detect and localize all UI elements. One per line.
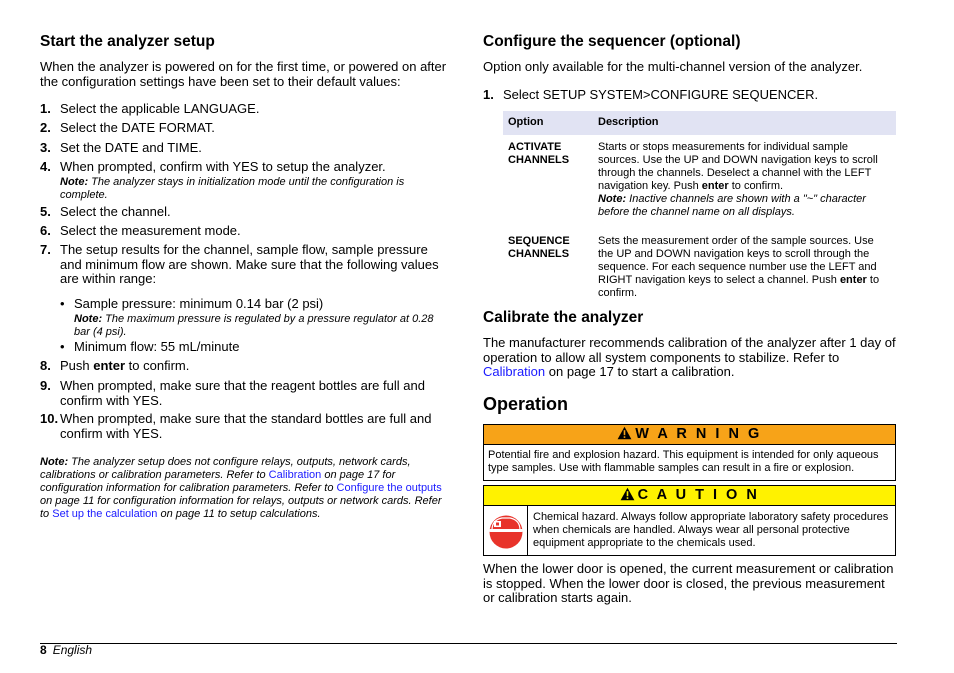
footer-rule [40,643,897,644]
step-4 [40,160,452,202]
section-heading-calibrate: Calibrate the analyzer [483,309,644,326]
step-7 [40,243,452,287]
step-number: 9. [40,378,51,393]
bullet-sample-pressure [60,297,452,339]
step-number: 6. [40,223,51,238]
caution-icon-cell [484,506,528,555]
column-header-option: Option [503,111,593,135]
table-row [503,135,896,227]
warning-box [483,424,896,481]
option-name: ACTIVATE CHANNELS [508,141,570,166]
step-number: 5. [40,204,51,219]
step-3 [40,141,452,156]
section-heading-start-setup: Start the analyzer setup [40,33,215,50]
step-number: 2. [40,120,51,135]
step-text: Select the measurement mode. [60,223,241,238]
step-1 [40,102,452,117]
caution-text: Chemical hazard. Always follow appropriate laboratory safety procedures when chemicals are handled. Always wear all personal protective equipment appropriate to the chemicals used. [533,511,889,549]
page-footer [40,643,92,657]
bullet-text: Sample pressure: minimum 0.14 bar (2 psi) [74,296,324,311]
step-text: When prompted, confirm with YES to setup the analyzer. [60,159,386,174]
step-text: The setup results for the channel, sample flow, sample pressure and minimum flow are shown. Make sure that the following values are within range: [60,242,439,286]
section-heading-sequencer: Configure the sequencer (optional) [483,33,741,50]
caution-body [484,506,895,555]
step-10 [40,412,452,441]
bullet-note: Note: The maximum pressure is regulated by a pressure regulator at 0.28 bar (4 psi). [74,312,434,338]
table-header-row [503,111,896,135]
link-setup-calculation[interactable]: Set up the calculation [52,508,158,520]
step-8 [40,359,452,374]
column-header-description: Description [593,111,896,135]
ppe-helmet-icon [488,512,524,550]
sequencer-options-table [503,111,896,308]
caution-triangle-icon [620,487,635,501]
sequencer-step-1 [483,88,897,103]
footer-language: English [52,643,93,657]
step-number: 1. [483,87,494,102]
caution-title: C A U T I O N [637,487,760,503]
step-text: Push enter to confirm. [60,358,190,373]
step-text: Set the DATE and TIME. [60,140,202,155]
step-6 [40,224,452,239]
setup-footnote: Note: The analyzer setup does not configure relays, outputs, network cards, calibrations or calibration parameters. Refer to Calibration on page 17 for configuration information for calibration parameters. Refer to Configure the outputs on page 11 for configuration information for relays, outputs or network cards. Refer to Set up the calculation on page 11 to setup calculations. [40,456,442,520]
bullet-text: Minimum flow: 55 mL/minute [74,339,240,354]
calibrate-text: The manufacturer recommends calibration of the analyzer after 1 day of operation to allow all system components to stabilize. Refer to Calibration on page 17 to start a calibration. [483,335,896,379]
table-row [503,227,896,308]
link-calibration[interactable]: Calibration [268,469,322,481]
step-number: 10. [40,411,59,426]
setup-intro: When the analyzer is powered on for the first time, or powered on after the configuration settings have been set to their default values: [40,59,447,89]
step-text: When prompted, make sure that the reagent bottles are full and confirm with YES. [60,378,425,408]
bullet-minimum-flow [60,340,452,355]
option-name: SEQUENCE CHANNELS [508,235,570,260]
warning-triangle-icon [617,426,632,440]
bullet-dot: • [60,296,65,311]
step-text: Select SETUP SYSTEM>CONFIGURE SEQUENCER. [503,87,819,102]
warning-header [484,425,895,445]
option-description: Starts or stops measurements for individual sample sources. Use the UP and DOWN navigation keys to scroll through the channels. Deselect a channel with the LEFT navigation key. Push enter to confirm. Note: Inactive channels are shown with a "~" character before the channel name on all displays. [598,141,878,218]
closing-paragraph: When the lower door is opened, the current measurement or calibration is stopped. When the lower door is closed, the previous measurement or calibration starts again. [483,561,894,605]
page-number: 8 [40,643,47,657]
warning-title: W A R N I N G [635,426,762,442]
sequencer-intro: Option only available for the multi-channel version of the analyzer. [483,59,863,74]
section-heading-operation: Operation [483,394,569,414]
link-calibration[interactable]: Calibration [483,364,546,379]
caution-header [484,486,895,506]
step-text: When prompted, make sure that the standard bottles are full and confirm with YES. [60,411,432,441]
step-5 [40,205,452,220]
step-text: Select the DATE FORMAT. [60,120,215,135]
step-note: Note: The analyzer stays in initialization mode until the configuration is complete. [60,175,405,201]
link-configure-outputs[interactable]: Configure the outputs [336,482,442,494]
step-number: 3. [40,140,51,155]
caution-box [483,485,896,556]
step-number: 7. [40,242,51,257]
step-2 [40,121,452,136]
warning-text: Potential fire and explosion hazard. This equipment is intended for only aqueous type samples. Use with flammable samples can result in a fire or explosion. [488,449,879,474]
bullet-dot: • [60,339,65,354]
step-number: 8. [40,358,51,373]
step-9 [40,379,452,408]
step-text: Select the channel. [60,204,171,219]
option-description: Sets the measurement order of the sample sources. Use the UP and DOWN navigation keys to scroll through the sequence. For each sequence number use the LEFT and RIGHT navigation keys to select a channel. Push enter to confirm. [598,235,880,299]
step-text: Select the applicable LANGUAGE. [60,101,260,116]
step-number: 1. [40,101,51,116]
step-number: 4. [40,159,51,174]
